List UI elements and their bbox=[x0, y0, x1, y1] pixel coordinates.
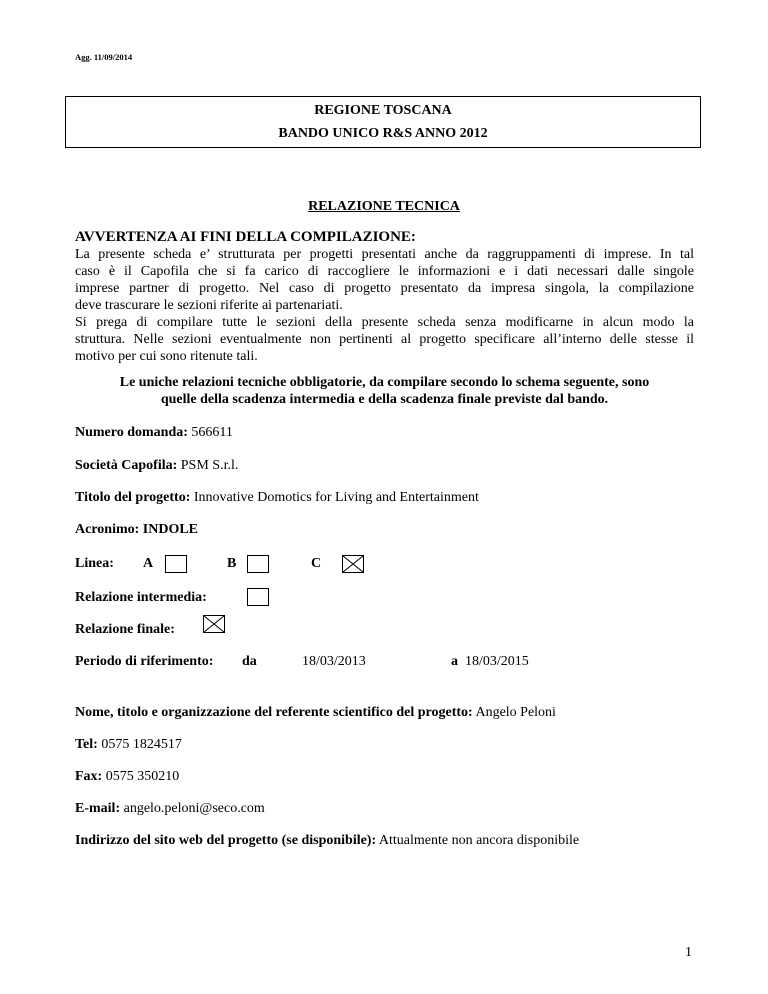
da-value: 18/03/2013 bbox=[302, 654, 366, 669]
field-value: PSM S.r.l. bbox=[180, 458, 239, 473]
tel bbox=[75, 737, 182, 753]
field-label: Società Capofila: bbox=[75, 458, 178, 473]
titolo-progetto bbox=[75, 490, 479, 506]
field-label: Numero domanda: bbox=[75, 425, 188, 440]
field-value: Angelo Peloni bbox=[475, 705, 556, 720]
check-x-icon bbox=[204, 616, 224, 632]
linea-option-c-label bbox=[311, 556, 321, 572]
field-label: Relazione finale: bbox=[75, 622, 175, 637]
field-label: E-mail: bbox=[75, 801, 121, 816]
header-date: Agg. 11/09/2014 bbox=[75, 52, 133, 62]
paragraph-line: imprese partner di progetto. Nel caso di progetto presentato da impresa singola, la compilazione bbox=[75, 281, 694, 296]
page-number: 1 bbox=[685, 945, 692, 960]
numero-domanda bbox=[75, 425, 233, 441]
field-value: Attualmente non ancora disponibile bbox=[378, 833, 580, 848]
field-label: Tel: bbox=[75, 737, 98, 752]
a-label bbox=[451, 654, 458, 670]
field-value: angelo.peloni@seco.com bbox=[123, 801, 265, 816]
field-label: da bbox=[242, 654, 257, 669]
acronimo bbox=[75, 522, 198, 538]
paragraph-line: caso è il Capofila che si fa carico di raccogliere le informazioni e i dati necessari dalle singole bbox=[75, 264, 694, 279]
fax bbox=[75, 769, 179, 785]
note-line: Le uniche relazioni tecniche obbligatorie, da compilare secondo lo schema seguente, sono bbox=[119, 375, 650, 390]
linea-b-checkbox[interactable] bbox=[247, 555, 269, 573]
field-label: Periodo di riferimento: bbox=[75, 654, 214, 669]
field-label: a bbox=[451, 654, 458, 669]
option-label: B bbox=[227, 556, 237, 571]
paragraph-line: deve trascurare le sezioni riferite ai partenariati. bbox=[75, 298, 343, 313]
option-label: C bbox=[311, 556, 322, 571]
a-value: 18/03/2015 bbox=[465, 654, 529, 669]
field-value: 0575 1824517 bbox=[101, 737, 182, 752]
periodo-label bbox=[75, 654, 213, 670]
referente bbox=[75, 705, 556, 721]
field-value: 566611 bbox=[191, 425, 233, 440]
relazione-finale-checkbox[interactable] bbox=[203, 615, 225, 633]
da-label bbox=[242, 654, 257, 670]
relazione-intermedia-checkbox[interactable] bbox=[247, 588, 269, 606]
note-line: quelle della scadenza intermedia e della scadenza finale previste dal bando. bbox=[160, 392, 609, 407]
check-x-icon bbox=[343, 556, 363, 572]
field-label: Linea: bbox=[75, 556, 114, 571]
linea-option-a-label bbox=[143, 556, 153, 572]
relazione-intermedia-label bbox=[75, 590, 207, 606]
field-label: Fax: bbox=[75, 769, 103, 784]
title-box bbox=[65, 96, 701, 148]
sito-web bbox=[75, 833, 579, 849]
linea-option-b-label bbox=[227, 556, 236, 572]
field-label: Acronimo: INDOLE bbox=[75, 522, 199, 537]
mandatory-note bbox=[75, 374, 694, 408]
relazione-finale-label bbox=[75, 622, 175, 638]
field-label: Indirizzo del sito web del progetto (se disponibile): bbox=[75, 833, 377, 848]
email bbox=[75, 801, 265, 817]
societa-capofila bbox=[75, 458, 238, 474]
section-title: RELAZIONE TECNICA bbox=[308, 199, 460, 214]
field-label: Relazione intermedia: bbox=[75, 590, 207, 605]
linea-label bbox=[75, 556, 114, 572]
paragraph-line: La presente scheda e’ strutturata per progetti presentati anche da raggruppamenti di imprese. In tal bbox=[75, 247, 694, 262]
paragraph-line: motivo per cui sono ritenute tali. bbox=[75, 349, 258, 364]
region-title: REGIONE TOSCANA bbox=[314, 103, 452, 118]
option-label: A bbox=[143, 556, 154, 571]
warning-heading: AVVERTENZA AI FINI DELLA COMPILAZIONE: bbox=[75, 229, 416, 245]
field-label: Titolo del progetto: bbox=[75, 490, 191, 505]
field-value: Innovative Domotics for Living and Entertainment bbox=[193, 490, 479, 505]
linea-c-checkbox[interactable] bbox=[342, 555, 364, 573]
call-title: BANDO UNICO R&S ANNO 2012 bbox=[278, 126, 488, 141]
field-label: Nome, titolo e organizzazione del referente scientifico del progetto: bbox=[75, 705, 473, 720]
paragraph-line: struttura. Nelle sezioni eventualmente non pertinenti al progetto specificare all’interno delle stesse il bbox=[75, 332, 694, 347]
linea-a-checkbox[interactable] bbox=[165, 555, 187, 573]
field-value: 0575 350210 bbox=[105, 769, 180, 784]
warning-paragraph-1 bbox=[75, 246, 694, 365]
paragraph-line: Si prega di compilare tutte le sezioni della presente scheda senza modificarne in alcun modo la bbox=[75, 315, 694, 330]
